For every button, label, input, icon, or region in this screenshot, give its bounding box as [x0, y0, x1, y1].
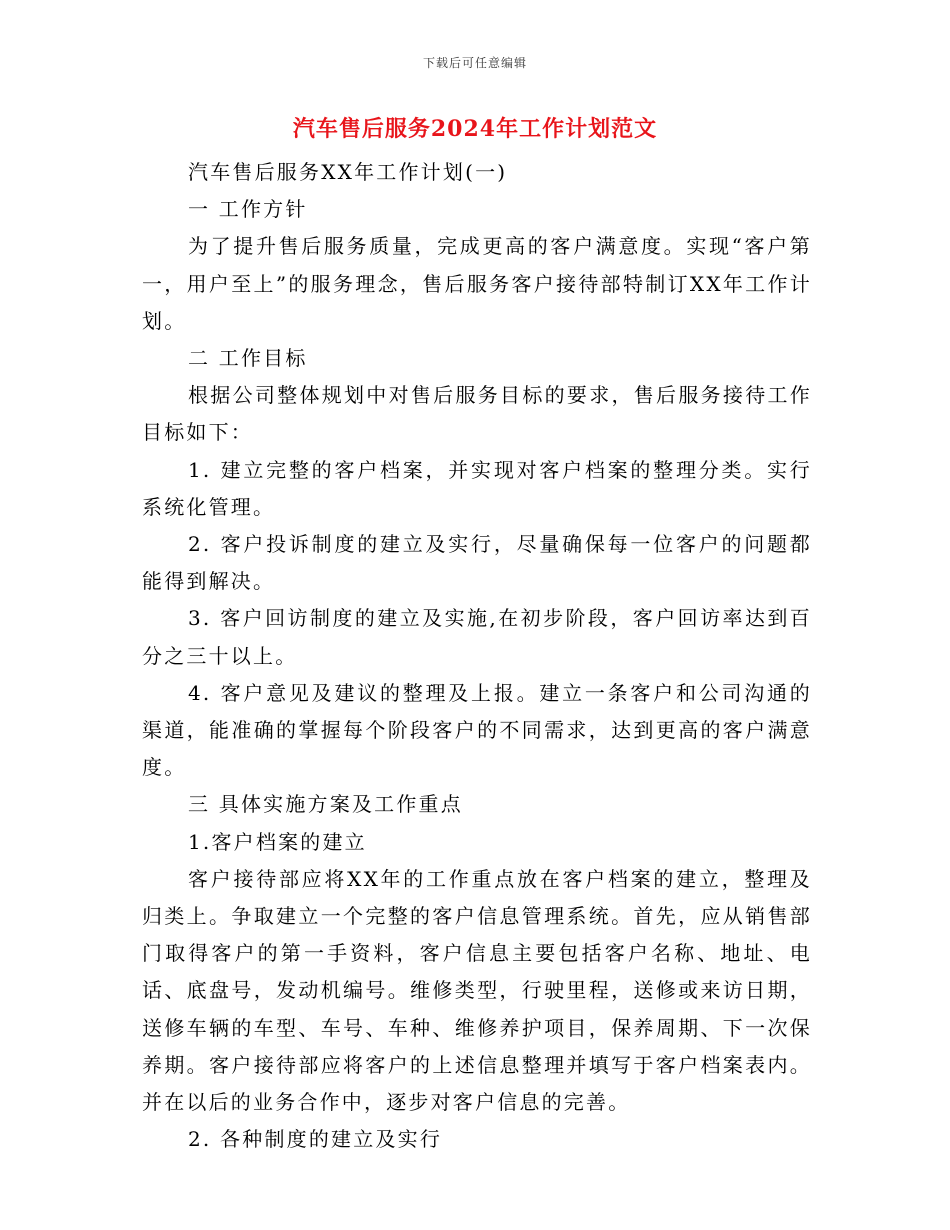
- paragraph-section-1-heading: 一 工作方针: [188, 197, 308, 222]
- document-title: 汽车售后服务2024年工作计划范文: [292, 116, 658, 142]
- document-body: [142, 154, 812, 1158]
- paragraph-section-2-heading: 二 工作目标: [188, 346, 308, 371]
- header-note: 下载后可任意编辑: [422, 56, 527, 70]
- paragraph-customer-archive: 客户接待部应将XX年的工作重点放在客户档案的建立，整理及归类上。争取建立一个完整的客户信息管理系统。首先，应从销售部门取得客户的第一手资料，客户信息主要包括客户名称、地址、电话、底盘号，发动机编号。维修类型，行驶里程，送修或来访日期，送修车辆的车型、车号、车种、维修养护项目，保养周期、下一次保养期。客户接待部应将客户的上述信息整理并填写于客户档案表内。并在以后的业务合作中，逐步对客户信息的完善。: [142, 866, 812, 1115]
- paragraph-goal-3: 3. 客户回访制度的建立及实施,在初步阶段，客户回访率达到百分之三十以上。: [142, 606, 812, 668]
- paragraph-goal-1: 1. 建立完整的客户档案，并实现对客户档案的整理分类。实行系统化管理。: [142, 457, 812, 519]
- paragraph-section-3-heading: 三 具体实施方案及工作重点: [188, 792, 463, 817]
- paragraph-plan-heading: 汽车售后服务XX年工作计划(一): [188, 160, 508, 184]
- paragraph-subsection-2-heading: 2. 各种制度的建立及实行: [188, 1127, 443, 1152]
- paragraph-goal-2: 2. 客户投诉制度的建立及实行，尽量确保每一位客户的问题都能得到解决。: [142, 532, 812, 594]
- paragraph-policy: 为了提升售后服务质量，完成更高的客户满意度。实现“客户第一，用户至上”的服务理念，售后服务客户接待部特制订XX年工作计划。: [142, 234, 812, 333]
- paragraph-subsection-1-heading: 1.客户档案的建立: [188, 829, 367, 854]
- paragraph-goals-intro: 根据公司整体规划中对售后服务目标的要求，售后服务接待工作目标如下：: [142, 383, 812, 445]
- paragraph-goal-4: 4. 客户意见及建议的整理及上报。建立一条客户和公司沟通的渠道，能准确的掌握每个阶段客户的不同需求，达到更高的客户满意度。: [142, 680, 812, 780]
